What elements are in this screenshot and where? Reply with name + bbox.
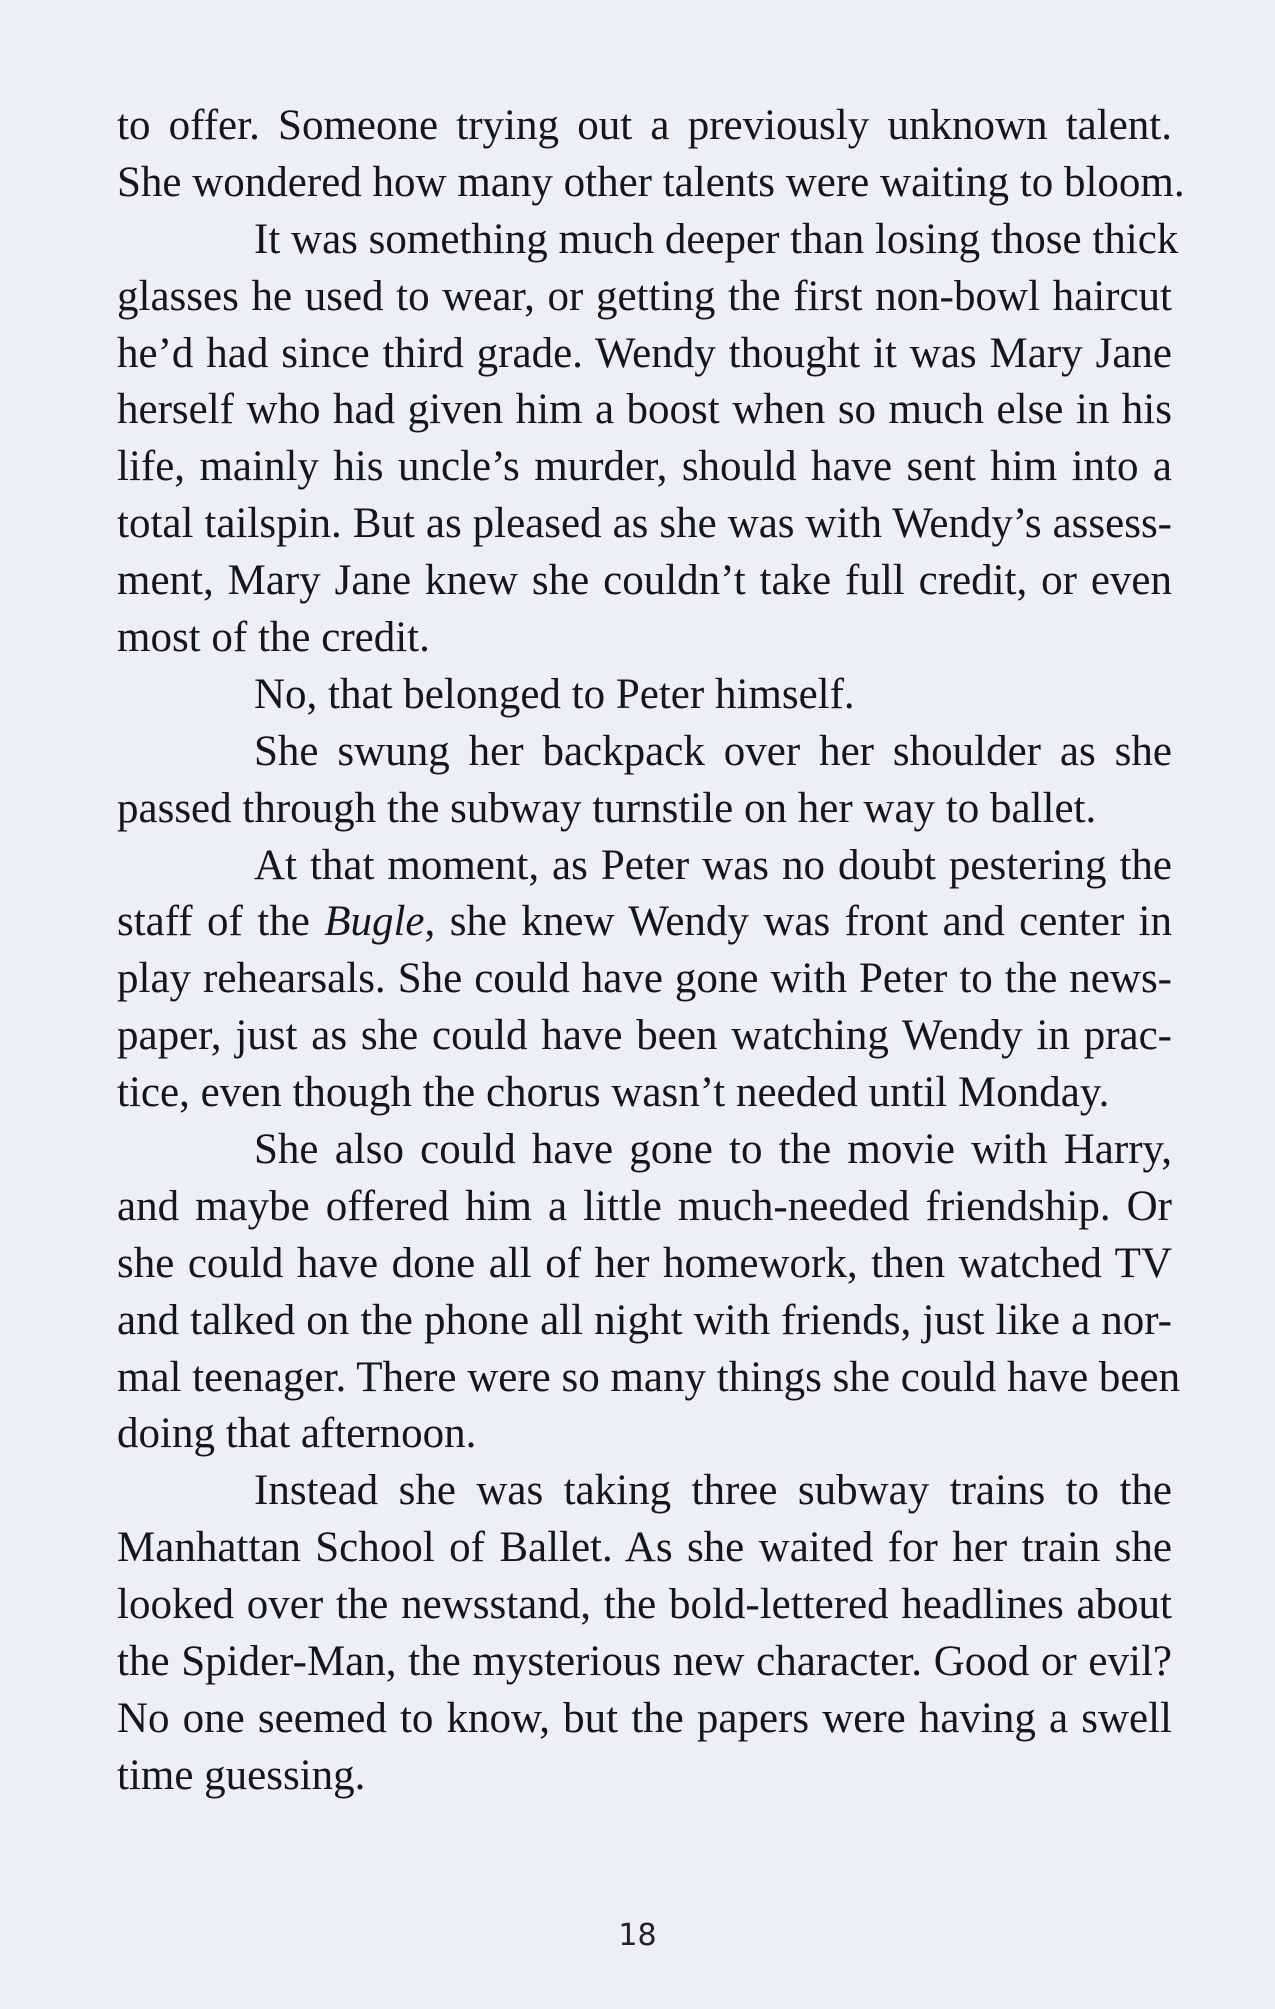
text-line: and talked on the phone all night with friends, just like a nor- [117, 1296, 1172, 1344]
text-line: to offer. Someone trying out a previously unknown talent. [117, 102, 1172, 149]
text-line: most of the credit. [117, 614, 430, 662]
text-line [117, 894, 1172, 951]
text-line: No, that belonged to Peter himself. [254, 670, 855, 718]
text-line: mal teenager. There were so many things she could have been [117, 1353, 1181, 1401]
text-line: she could have done all of her homework, then watched TV [117, 1239, 1172, 1287]
text-line: Manhattan School of Ballet. As she waited for her train she [117, 1524, 1172, 1572]
page-number: 18 [618, 1918, 657, 1953]
text-line: and maybe offered him a little much-needed friendship. Or [117, 1182, 1172, 1230]
text-segment: , she knew Wendy was front and center in [424, 898, 1172, 946]
text-segment: staff of the [117, 898, 325, 946]
text-line: he’d had since third grade. Wendy thought it was Mary Jane [117, 329, 1172, 377]
text-line: life, mainly his uncle’s murder, should have sent him into a [117, 443, 1172, 491]
text-line: ment, Mary Jane knew she couldn’t take full credit, or even [117, 557, 1172, 605]
text-line: She also could have gone to the movie with Harry, [254, 1126, 1172, 1174]
text-line: herself who had given him a boost when so much else in his [117, 386, 1172, 434]
italic-title: Bugle [324, 898, 425, 946]
text-line: time guessing. [117, 1751, 366, 1799]
text-line: paper, just as she could have been watching Wendy in prac- [117, 1012, 1172, 1060]
text-line: Instead she was taking three subway trains to the [254, 1467, 1172, 1515]
text-line: passed through the subway turnstile on her way to ballet. [117, 784, 1097, 832]
text-line: She wondered how many other talents were waiting to bloom. [117, 158, 1185, 206]
text-line: She swung her backpack over her shoulder as she [254, 727, 1172, 775]
text-line: total tailspin. But as pleased as she was with Wendy’s assess- [117, 500, 1172, 548]
text-line: It was something much deeper than losing those thick [254, 215, 1179, 263]
text-line: glasses he used to wear, or getting the first non-bowl haircut [117, 272, 1172, 320]
text-line: doing that afternoon. [117, 1410, 477, 1458]
body-text [117, 98, 1185, 1805]
text-line: tice, even though the chorus wasn’t needed until Monday. [117, 1069, 1110, 1117]
text-line: the Spider-Man, the mysterious new character. Good or evil? [117, 1638, 1172, 1686]
text-line: play rehearsals. She could have gone with Peter to the news- [117, 955, 1172, 1003]
text-line: No one seemed to know, but the papers were having a swell [117, 1694, 1172, 1742]
text-line: looked over the newsstand, the bold-lettered headlines about [117, 1581, 1172, 1629]
text-line: At that moment, as Peter was no doubt pestering the [254, 841, 1172, 889]
